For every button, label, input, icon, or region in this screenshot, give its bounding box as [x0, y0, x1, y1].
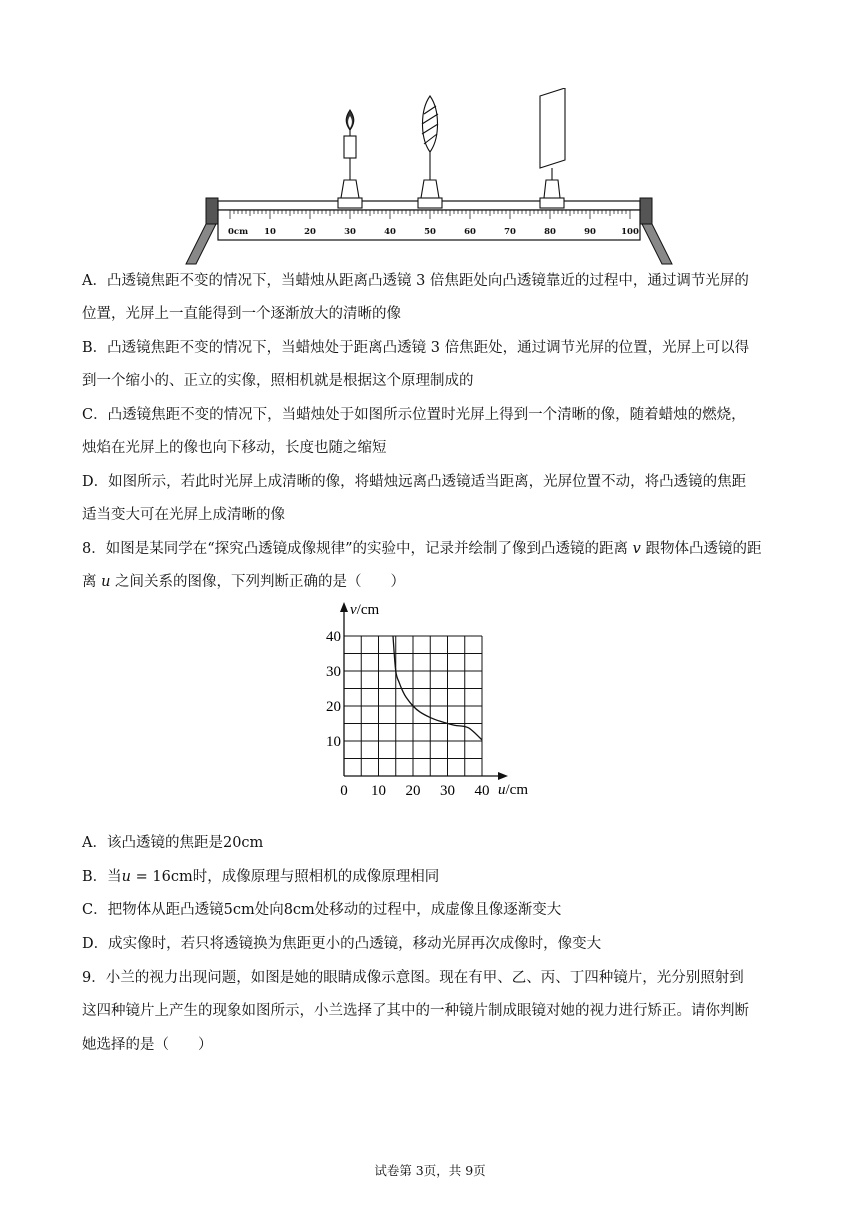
- q8-stem-text-c: 离: [82, 574, 102, 590]
- q8-option-b: [82, 866, 782, 888]
- page-footer: 试卷第 3页，共 9页: [374, 1163, 486, 1178]
- q7-option-d-line2: 适当变大可在光屏上成清晰的像: [82, 507, 285, 523]
- q8-stem-text-a: 8．如图是某同学在“探究凸透镜成像规律”的实验中，记录并绘制了像到凸透镜的距离: [82, 541, 633, 557]
- y-tick-label: 30: [326, 664, 341, 680]
- convex-lens: [418, 96, 442, 208]
- x-tick-label: 0: [340, 783, 348, 799]
- v-u-graph: [322, 600, 544, 808]
- q8-option-b-mid: = 16cm: [131, 869, 193, 885]
- q8-stem-line2: [82, 571, 782, 593]
- q8-option-c: C．把物体从距凸透镜5cm处向8cm处移动的过程中，成虚像且像逐渐变大: [82, 902, 562, 918]
- candle: [338, 110, 362, 208]
- q8-stem-line1: [82, 538, 782, 560]
- q7-option-d-line1: D．如图所示，若此时光屏上成清晰的像，将蜡烛远离凸透镜适当距离，光屏位置不动，将凸透镜的焦距: [82, 474, 747, 490]
- graph-axes: [340, 602, 508, 780]
- ruler-label: 0cm: [228, 227, 249, 237]
- x-tick-label: 30: [440, 783, 455, 799]
- y-tick-label: 40: [326, 629, 341, 645]
- x-axis-label: u/cm: [498, 782, 528, 798]
- y-axis-label: v/cm: [350, 602, 380, 618]
- x-tick-label: 10: [371, 783, 386, 799]
- q7-option-b-line1: B．凸透镜焦距不变的情况下，当蜡烛处于距离凸透镜 3 倍焦距处，通过调节光屏的位置，光屏上可以得: [82, 340, 750, 356]
- q8-option-b-pre: B．当: [82, 869, 122, 885]
- q9-line3: 她选择的是（ ）: [82, 1037, 213, 1053]
- right-stand: [640, 198, 672, 264]
- ruler-label: 70: [504, 227, 516, 237]
- y-axis-arrow: [340, 602, 348, 612]
- q8-option-d: D．成实像时，若只将透镜换为焦距更小的凸透镜，移动光屏再次成像时，像变大: [82, 936, 602, 952]
- q7-option-a-line1: A．凸透镜焦距不变的情况下，当蜡烛从距离凸透镜 3 倍焦距处向凸透镜靠近的过程中，通过调节光屏的: [82, 273, 749, 289]
- q7-option-c-line2: 烛焰在光屏上的像也向下移动，长度也随之缩短: [82, 440, 387, 456]
- y-tick-label: 20: [326, 699, 341, 715]
- q8-option-a: A．该凸透镜的焦距是20cm: [82, 835, 264, 851]
- x-tick-label: 40: [474, 783, 490, 799]
- q8-var-u: u: [101, 574, 111, 590]
- q8-option-b-var: u: [121, 869, 131, 885]
- left-stand: [186, 198, 218, 264]
- x-axis-arrow: [498, 772, 508, 780]
- q8-stem-text-d: 之间关系的图像，下列判断正确的是（ ）: [110, 574, 406, 590]
- ruler-label: 60: [464, 227, 476, 237]
- ruler-label: 50: [424, 227, 436, 237]
- v-u-curve: [393, 636, 482, 740]
- ruler-label: 100: [621, 227, 639, 237]
- optical-bench-figure: [180, 88, 680, 266]
- q7-option-c-line1: C．凸透镜焦距不变的情况下，当蜡烛处于如图所示位置时光屏上得到一个清晰的像，随着蜡烛的燃烧，: [82, 407, 746, 423]
- ruler-label: 40: [384, 227, 396, 237]
- q7-option-b-line2: 到一个缩小的、正立的实像，照相机就是根据这个原理制成的: [82, 373, 474, 389]
- ruler-label: 30: [344, 227, 356, 237]
- light-screen: [540, 88, 565, 208]
- q8-var-v: v: [632, 541, 641, 557]
- ruler-label: 90: [584, 227, 596, 237]
- q9-line2: 这四种镜片上产生的现象如图所示，小兰选择了其中的一种镜片制成眼镜对她的视力进行矫正。请你判断: [82, 1003, 749, 1019]
- y-tick-label: 10: [326, 734, 341, 750]
- ruler-label: 10: [264, 227, 276, 237]
- ruler-label: 80: [544, 227, 556, 237]
- q9-line1: 9．小兰的视力出现问题，如图是她的眼睛成像示意图。现在有甲、乙、丙、丁四种镜片，光分别照射到: [82, 970, 744, 986]
- q8-stem-text-b: 跟物体凸透镜的距: [640, 541, 762, 557]
- ruler-label: 20: [304, 227, 316, 237]
- x-tick-label: 20: [405, 783, 421, 799]
- q7-option-a-line2: 位置，光屏上一直能得到一个逐渐放大的清晰的像: [82, 306, 401, 322]
- q8-option-b-post: 时，成像原理与照相机的成像原理相同: [192, 869, 440, 885]
